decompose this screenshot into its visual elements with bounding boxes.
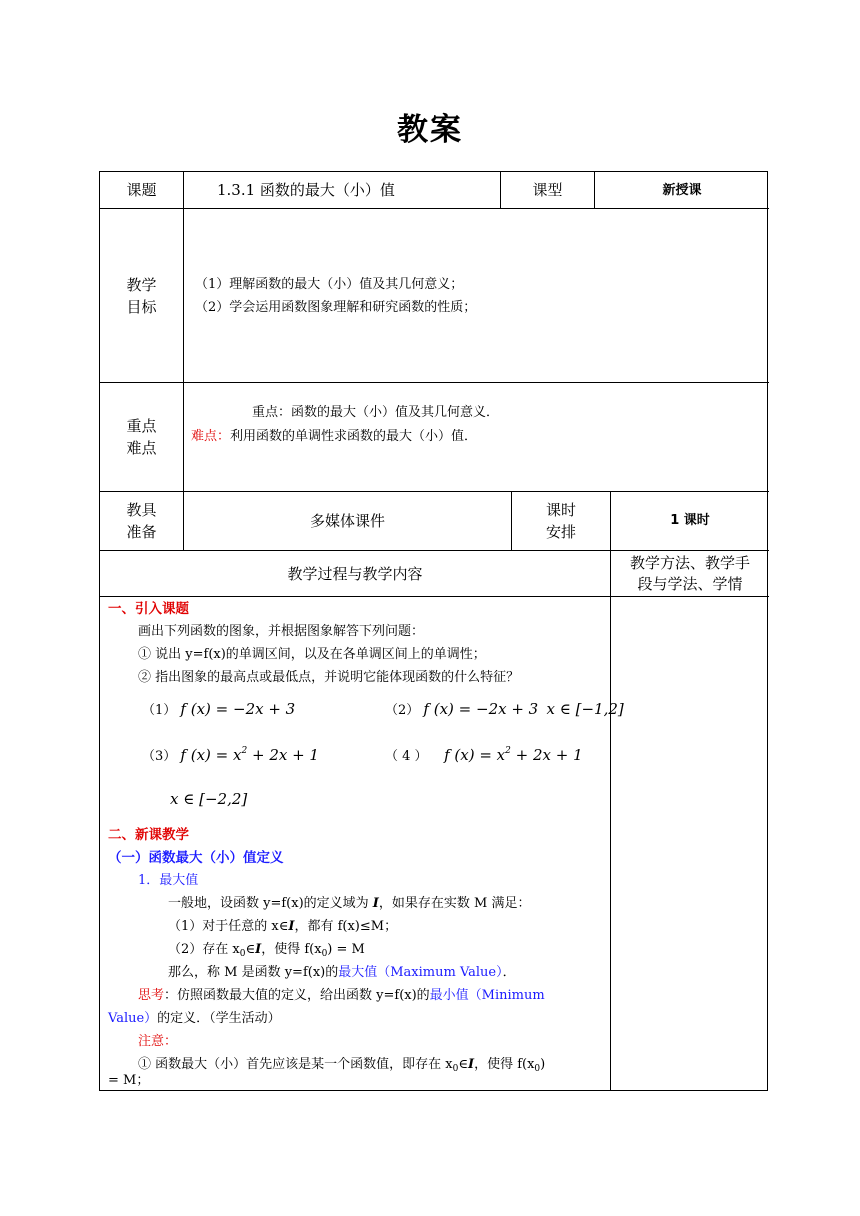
text-part: （1）对于任意的 x∈ — [168, 919, 289, 934]
formula-part: f (x) = x — [444, 746, 506, 764]
hours-label-line: 课时 — [545, 501, 576, 519]
formula-part: + 2x + 1 — [510, 746, 583, 764]
question-1: ① 说出 y=f(x)的单调区间，以及在各单调区间上的单调性； — [138, 647, 486, 662]
text-part: ，使得 f(x — [261, 942, 322, 957]
think-line-2 — [108, 1008, 281, 1030]
term-minimum-value: 最小值（Minimum — [429, 988, 545, 1003]
subscript: 0 — [239, 949, 246, 959]
section1-title: 一、引入课题 — [108, 601, 189, 617]
text-part: （2）存在 x — [168, 942, 240, 957]
hours-value: 1 课时 — [670, 513, 710, 528]
row-divider — [100, 596, 769, 597]
hours-label-line: 安排 — [545, 523, 576, 541]
condition-1 — [168, 916, 397, 938]
function-4-domain — [170, 788, 247, 812]
function-3 — [142, 744, 319, 768]
formula: f (x) = −2x + 3 — [180, 700, 296, 718]
text-part: ，都有 f(x)≤M； — [294, 919, 398, 934]
set-symbol: I — [372, 896, 379, 911]
tools-label-line: 教具 — [126, 501, 157, 519]
hours-label — [512, 492, 610, 550]
row-divider — [100, 382, 769, 383]
function-label: （1） — [142, 703, 177, 718]
text-part: ) — [540, 1057, 546, 1072]
set-symbol: I — [255, 942, 262, 957]
condition-2 — [168, 939, 365, 961]
formula: f (x) = −2x + 3 — [423, 700, 539, 718]
goals-label-line: 教学 — [126, 275, 157, 294]
text-part: 那么，称 M 是函数 y=f(x)的 — [168, 965, 339, 980]
note-label: 注意： — [138, 1034, 178, 1049]
formula — [444, 746, 583, 764]
type-value: 新授课 — [662, 183, 702, 198]
function-1 — [142, 698, 295, 722]
think-line — [138, 985, 545, 1007]
question-2: ② 指出图象的最高点或最低点，并说明它能体现函数的什么特征？ — [138, 670, 520, 685]
goal-line: （1）理解函数的最大（小）值及其几何意义； — [195, 277, 464, 292]
text-part: ，如果存在实数 M 满足： — [378, 896, 531, 911]
process-header-left: 教学过程与教学内容 — [287, 564, 423, 583]
goal-line: （2）学会运用函数图象理解和研究函数的性质； — [195, 300, 477, 315]
subscript: 0 — [452, 1064, 459, 1074]
formula-domain: x ∈ [−2,2] — [170, 790, 248, 808]
function-2 — [385, 698, 624, 722]
process-header-right-line: 教学方法、教学手 — [629, 553, 750, 572]
definition-line — [168, 893, 530, 915]
topic-label: 课题 — [126, 181, 157, 199]
keypoints-label — [100, 383, 183, 491]
text-part: ∈ — [458, 1057, 468, 1072]
difficult-text: 利用函数的单调性求函数的最大（小）值． — [230, 429, 478, 444]
definition-conclusion — [168, 962, 516, 984]
page-title: 教案 — [397, 112, 463, 148]
goals-label-line: 目标 — [126, 297, 157, 316]
item-title: 1．最大值 — [138, 873, 199, 888]
topic-value: 1.3.1 函数的最大（小）值 — [217, 181, 395, 199]
type-label: 课型 — [532, 181, 563, 199]
process-header-right — [611, 551, 769, 596]
keypoints-label-line: 难点 — [126, 439, 157, 457]
formula-part: + 2x + 1 — [247, 746, 319, 764]
lesson-plan-table — [99, 171, 768, 1091]
text-part: 一般地，设函数 y=f(x)的定义域为 — [168, 896, 373, 911]
formula-part: f (x) = x — [180, 746, 242, 764]
function-label: （ 4 ） — [385, 749, 428, 764]
text-part: ∈ — [245, 942, 256, 957]
section1-intro: 画出下列函数的图象，并根据图象解答下列问题： — [138, 624, 425, 639]
term-minimum-value: Value） — [108, 1011, 158, 1026]
think-label: 思考 — [138, 988, 165, 1003]
difficult-point — [191, 426, 477, 448]
process-header-right-line: 段与学法、学情 — [637, 574, 743, 593]
text-part: ：仿照函数最大值的定义，给出函数 y=f(x)的 — [164, 988, 430, 1003]
formula-exponent: 2 — [241, 746, 248, 756]
text-part: ① 函数最大（小）首先应该是某一个函数值，即存在 x — [138, 1057, 453, 1072]
note-1-cont: = M； — [108, 1073, 150, 1088]
text-part: ． — [502, 965, 516, 980]
function-label: （2） — [385, 703, 420, 718]
set-symbol: I — [288, 919, 295, 934]
keypoints-label-line: 重点 — [126, 417, 157, 435]
difficult-label: 难点： — [191, 429, 231, 444]
text-part: ，使得 f(x — [474, 1057, 535, 1072]
function-4 — [385, 744, 583, 768]
formula — [180, 746, 319, 764]
text-part: ) = M — [327, 942, 365, 957]
function-label: （3） — [142, 749, 177, 764]
formula-exponent: 2 — [505, 746, 511, 756]
subscript: 0 — [534, 1064, 541, 1074]
key-point-text: 重点：函数的最大（小）值及其几何意义． — [252, 405, 500, 420]
goals-label — [100, 209, 183, 382]
tools-label-line: 准备 — [126, 523, 157, 541]
set-symbol: I — [467, 1057, 475, 1072]
note-1 — [138, 1054, 545, 1076]
tools-value: 多媒体课件 — [309, 512, 385, 530]
subsection-title: （一）函数最大（小）值定义 — [108, 850, 284, 866]
formula-domain: x ∈ [−1,2] — [546, 700, 624, 718]
subscript: 0 — [321, 949, 328, 959]
section2-title: 二、新课教学 — [108, 827, 189, 843]
tools-label — [100, 492, 183, 550]
text-part: 的定义．（学生活动） — [157, 1011, 281, 1026]
term-maximum-value: 最大值（Maximum Value） — [338, 965, 503, 980]
